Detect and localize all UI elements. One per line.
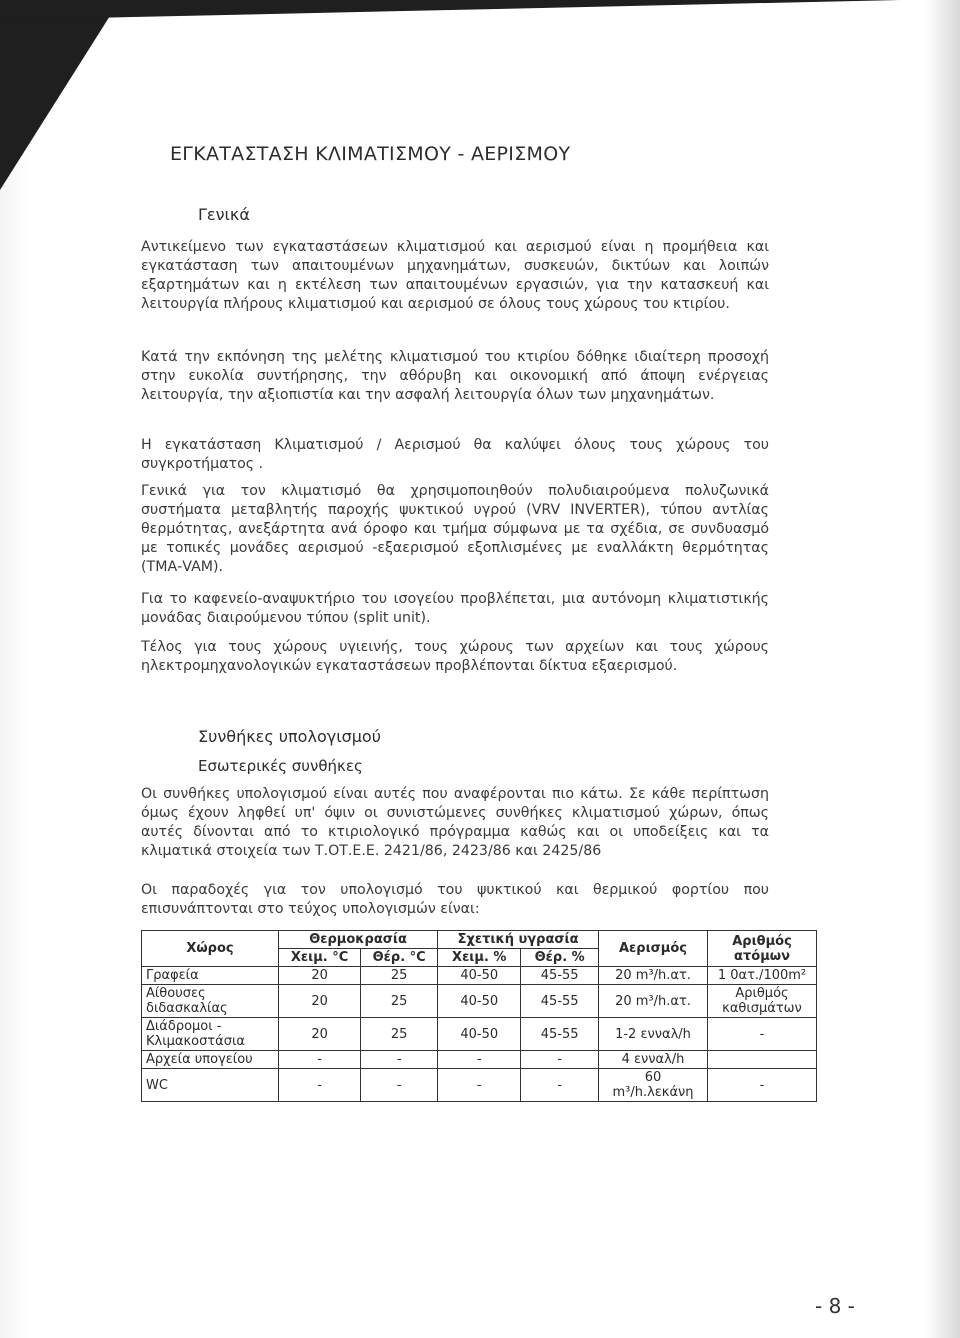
header-temperature: Θερμοκρασία: [279, 931, 438, 949]
table-row: [142, 967, 817, 985]
cell-occupants: -: [708, 1069, 817, 1102]
header-space: Χώρος: [142, 931, 279, 967]
cell-temp-summer: 25: [361, 985, 438, 1018]
paragraph: Η εγκατάσταση Κλιματισμού / Αερισμού θα καλύψει όλους τους χώρους του συγκροτήματος .: [141, 437, 769, 472]
cell-space: Διάδρομοι - Κλιμακοστάσια: [142, 1018, 279, 1051]
paragraph: Για το καφενείο-αναψυκτήριο του ισογείου προβλέπεται, μια αυτόνομη κλιματιστικής μονάδας διαιρούμενου τύπου (split unit).: [141, 591, 769, 626]
cell-temp-summer: 25: [361, 1018, 438, 1051]
cell-temp-winter: 20: [279, 967, 361, 985]
table-row: [142, 985, 817, 1018]
cell-ventilation: 1-2 ενναλ/h: [599, 1018, 708, 1051]
paragraph: Οι παραδοχές για τον υπολογισμό του ψυκτικού και θερμικού φορτίου που επισυνάπτονται στο τεύχος υπολογισμών είναι:: [141, 882, 769, 917]
header-summer-c: Θέρ. °C: [361, 949, 438, 967]
table-row: [142, 1069, 817, 1102]
cell-temp-summer: -: [361, 1069, 438, 1102]
cell-temp-winter: 20: [279, 985, 361, 1018]
cell-occupants: Αριθμός καθισμάτων: [708, 985, 817, 1018]
header-ventilation: Αερισμός: [599, 931, 708, 967]
cell-hum-summer: 45-55: [521, 1018, 599, 1051]
cell-occupants: -: [708, 1018, 817, 1051]
header-winter-c: Χειμ. °C: [279, 949, 361, 967]
cell-hum-summer: 45-55: [521, 985, 599, 1018]
paragraph: Αντικείμενο των εγκαταστάσεων κλιματισμού και αερισμού είναι η προμήθεια και εγκατάσταση των απαιτουμένων μηχανημάτων, συσκευών, δικτύων και λοιπών εξαρτημάτων και η εκτέλεση των απαιτουμένων εργασιών, για την κατασκευή και λειτουργία πλήρους κλιματισμού και αερισμού σε όλους τους χώρους του κτιρίου.: [141, 239, 769, 312]
cell-hum-summer: -: [521, 1051, 599, 1069]
header-winter-pct: Χειμ. %: [438, 949, 521, 967]
paragraph: Οι συνθήκες υπολογισμού είναι αυτές που αναφέρονται πιο κάτω. Σε κάθε περίπτωση όμως έχουν ληφθεί υπ' όψιν οι συνιστώμενες συνθήκες κλιματισμού χώρων, όπως αυτές δίνονται από το κτιριολογικό πρόγραμμα καθώς και οι υποδείξεις και τα κλιματικά στοιχεία των Τ.ΟΤ.Ε.Ε. 2421/86, 2423/86 και 2425/86: [141, 786, 769, 859]
paragraph: Γενικά για τον κλιματισμό θα χρησιμοποιηθούν πολυδιαιρούμενα πολυζωνικά συστήματα μεταβλητής παροχής ψυκτικού υγρού (VRV INVERTER), τύπου αντλίας θερμότητας, ανεξάρτητα ανά όροφο και τμήμα σύμφωνα με τα σχέδια, σε συνδυασμό με τοπικές μονάδες αερισμού -εξαερισμού εξοπλισμένες με εναλλάκτη θερμότητας (ΤΜΑ-VAM).: [141, 483, 769, 575]
cell-temp-winter: -: [279, 1051, 361, 1069]
cell-hum-summer: 45-55: [521, 967, 599, 985]
cell-temp-summer: -: [361, 1051, 438, 1069]
paragraph: Κατά την εκπόνηση της μελέτης κλιματισμού του κτιρίου δόθηκε ιδιαίτερη προσοχή στην ευκολία συντήρησης, την αθόρυβη και οικονομική από άποψη ενέργειας λειτουργία, την αξιοπιστία και την ασφαλή λειτουργία όλων των μηχανημάτων.: [141, 349, 769, 403]
cell-space: WC: [142, 1069, 279, 1102]
cell-hum-summer: -: [521, 1069, 599, 1102]
header-summer-pct: Θέρ. %: [521, 949, 599, 967]
subsection-heading-internal: Εσωτερικές συνθήκες: [198, 757, 363, 775]
cell-space: Γραφεία: [142, 967, 279, 985]
cell-ventilation: 60 m³/h.λεκάνη: [599, 1069, 708, 1102]
section-heading-general: Γενικά: [198, 205, 250, 224]
cell-ventilation: 20 m³/h.ατ.: [599, 985, 708, 1018]
design-conditions-table: [141, 930, 817, 1102]
cell-temp-winter: -: [279, 1069, 361, 1102]
cell-hum-winter: 40-50: [438, 985, 521, 1018]
cell-space: Αίθουσες διδασκαλίας: [142, 985, 279, 1018]
cell-hum-winter: 40-50: [438, 967, 521, 985]
cell-hum-winter: -: [438, 1051, 521, 1069]
table-row: [142, 1018, 817, 1051]
cell-temp-summer: 25: [361, 967, 438, 985]
cell-temp-winter: 20: [279, 1018, 361, 1051]
document-title: ΕΓΚΑΤΑΣΤΑΣΗ ΚΛΙΜΑΤΙΣΜΟΥ - ΑΕΡΙΣΜΟΥ: [170, 143, 571, 165]
cell-occupants: [708, 1051, 817, 1069]
table-row: [142, 1051, 817, 1069]
page-number: - 8 -: [815, 1294, 855, 1318]
cell-hum-winter: -: [438, 1069, 521, 1102]
cell-space: Αρχεία υπογείου: [142, 1051, 279, 1069]
header-humidity: Σχετική υγρασία: [438, 931, 599, 949]
cell-hum-winter: 40-50: [438, 1018, 521, 1051]
paragraph: Τέλος για τους χώρους υγιεινής, τους χώρους των αρχείων και τους χώρους ηλεκτρομηχανολογικών εγκαταστάσεων προβλέπονται δίκτυα εξαερισμού.: [141, 639, 769, 674]
section-heading-calc: Συνθήκες υπολογισμού: [198, 727, 381, 746]
header-occupants: Αριθμός ατόμων: [708, 931, 817, 967]
cell-ventilation: 20 m³/h.ατ.: [599, 967, 708, 985]
cell-occupants: 1 0ατ./100m²: [708, 967, 817, 985]
cell-ventilation: 4 ενναλ/h: [599, 1051, 708, 1069]
